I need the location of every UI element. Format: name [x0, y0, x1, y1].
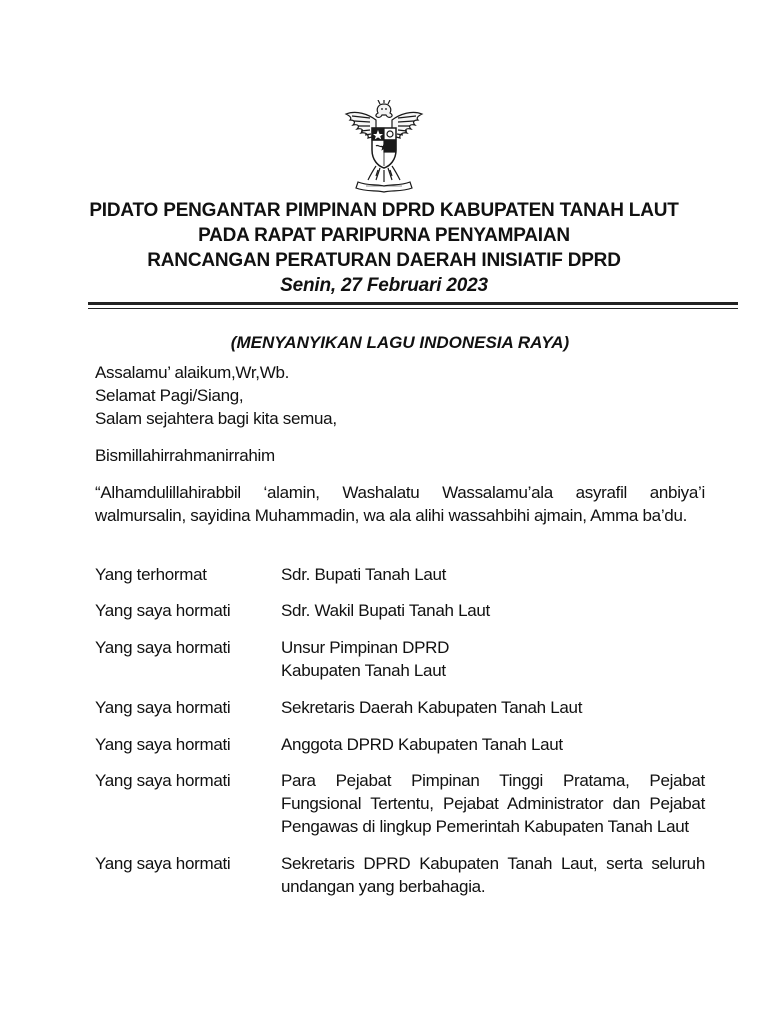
- title-line-2: PADA RAPAT PARIPURNA PENYAMPAIAN: [198, 225, 570, 246]
- section-subheading: (MENYANYIKAN LAGU INDONESIA RAYA): [230, 333, 570, 352]
- greeting-line-3: Salam sejahtera bagi kita semua,: [95, 409, 337, 428]
- honorific-value: Anggota DPRD Kabupaten Tanah Laut: [281, 735, 563, 754]
- honorific-value: [281, 636, 705, 682]
- greeting-line-2: Selamat Pagi/Siang,: [95, 386, 244, 405]
- opening-paragraph: “Alhamdulillahirabbil ‘alamin, Washalatu Wassalamu’ala asyrafil anbiya’i walmursalin, sayidina Muhammadin, wa ala alihi wassahbihi ajmain, Amma ba’du.: [95, 483, 705, 525]
- honorific-value: Para Pejabat Pimpinan Tinggi Pratama, Pejabat Fungsional Tertentu, Pejabat Administrator dan Pejabat Pengawas di lingkup Pemerintah Kabupaten Tanah Laut: [281, 771, 705, 836]
- honorific-label: Yang saya hormati: [95, 698, 231, 717]
- honorific-value: Sekretaris Daerah Kabupaten Tanah Laut: [281, 698, 583, 717]
- honorific-value-line-1: Unsur Pimpinan DPRD: [281, 638, 450, 657]
- title-line-3: RANCANGAN PERATURAN DAERAH INISIATIF DPRD: [147, 250, 621, 271]
- bismillah-line: Bismillahirrahmanirrahim: [95, 446, 275, 465]
- document-date: Senin, 27 Februari 2023: [280, 275, 488, 296]
- document-title-block: [60, 198, 708, 298]
- honorific-value: Sdr. Bupati Tanah Laut: [281, 565, 447, 584]
- honorific-value: Sekretaris DPRD Kabupaten Tanah Laut, serta seluruh undangan yang berbahagia.: [281, 854, 705, 896]
- honorific-value: Sdr. Wakil Bupati Tanah Laut: [281, 601, 490, 620]
- honorific-value-line-2: Kabupaten Tanah Laut: [281, 661, 446, 680]
- garuda-emblem-icon: [340, 100, 428, 196]
- title-divider-thick: [88, 302, 738, 305]
- greetings-block: [95, 361, 705, 430]
- title-divider-thin: [88, 308, 738, 309]
- title-line-1: PIDATO PENGANTAR PIMPINAN DPRD KABUPATEN TANAH LAUT: [89, 200, 679, 221]
- honorific-label: Yang saya hormati: [95, 601, 231, 620]
- greeting-line-1: Assalamu’ alaikum,Wr,Wb.: [95, 363, 290, 382]
- honorific-label: Yang saya hormati: [95, 735, 231, 754]
- honorific-label: Yang saya hormati: [95, 771, 231, 790]
- honorific-label: Yang terhormat: [95, 565, 207, 584]
- honorific-label: Yang saya hormati: [95, 854, 231, 873]
- honorific-label: Yang saya hormati: [95, 638, 231, 657]
